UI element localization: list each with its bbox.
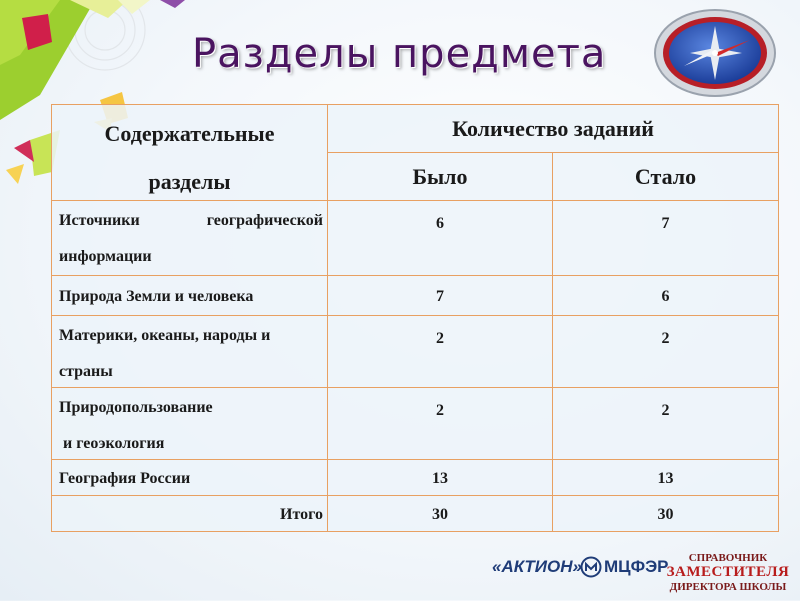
- sprav-line2: ЗАМЕСТИТЕЛЯ: [666, 564, 790, 580]
- total-after: 30: [553, 496, 779, 532]
- row-name-line1: Природопользование: [59, 399, 213, 416]
- header-sections-line1: Содержательные: [104, 120, 275, 146]
- aktion-logo: «АКТИОН»: [492, 557, 582, 576]
- sprav-line1: СПРАВОЧНИК: [688, 552, 768, 564]
- row-name-word1: Источники: [59, 212, 140, 229]
- header-sections-line2: разделы: [148, 168, 231, 194]
- total-before: 30: [328, 496, 553, 532]
- table-row: [52, 316, 779, 388]
- table-row: [52, 276, 779, 316]
- slide-title: Разделы предмета: [192, 31, 607, 77]
- sprav-logo: [664, 552, 792, 596]
- row-after: 6: [553, 276, 779, 316]
- table-row: [52, 388, 779, 460]
- row-name: [52, 316, 328, 388]
- row-name: [52, 201, 328, 276]
- row-name: Природа Земли и человека: [52, 276, 328, 316]
- row-before: 13: [328, 460, 553, 496]
- row-before: 7: [328, 276, 553, 316]
- compass-icon: [652, 6, 778, 98]
- sections-table: [51, 104, 779, 532]
- mcfer-logo-icon: [580, 556, 602, 578]
- header-after: Стало: [553, 153, 779, 201]
- row-before: 2: [328, 316, 553, 388]
- header-before: Было: [328, 153, 553, 201]
- header-sections: [52, 105, 328, 201]
- row-name-line2: страны: [59, 363, 113, 380]
- table-row: [52, 460, 779, 496]
- row-after: 7: [553, 201, 779, 276]
- row-after: 13: [553, 460, 779, 496]
- row-after: 2: [553, 316, 779, 388]
- row-before: 2: [328, 388, 553, 460]
- row-name: [52, 388, 328, 460]
- sprav-line3: ДИРЕКТОРА ШКОЛЫ: [669, 581, 787, 593]
- row-name-word2: географической: [206, 212, 323, 229]
- mcfer-logo-text: МЦФЭР: [604, 557, 669, 576]
- total-row: [52, 496, 779, 532]
- row-name-line1: Материки, океаны, народы и: [59, 327, 271, 344]
- header-task-count: Количество заданий: [328, 105, 779, 153]
- row-name-line2: и геоэкология: [59, 435, 165, 452]
- total-label: Итого: [52, 496, 328, 532]
- row-name-line2: информации: [59, 248, 152, 265]
- table-row: [52, 201, 779, 276]
- row-name: География России: [52, 460, 328, 496]
- row-before: 6: [328, 201, 553, 276]
- row-after: 2: [553, 388, 779, 460]
